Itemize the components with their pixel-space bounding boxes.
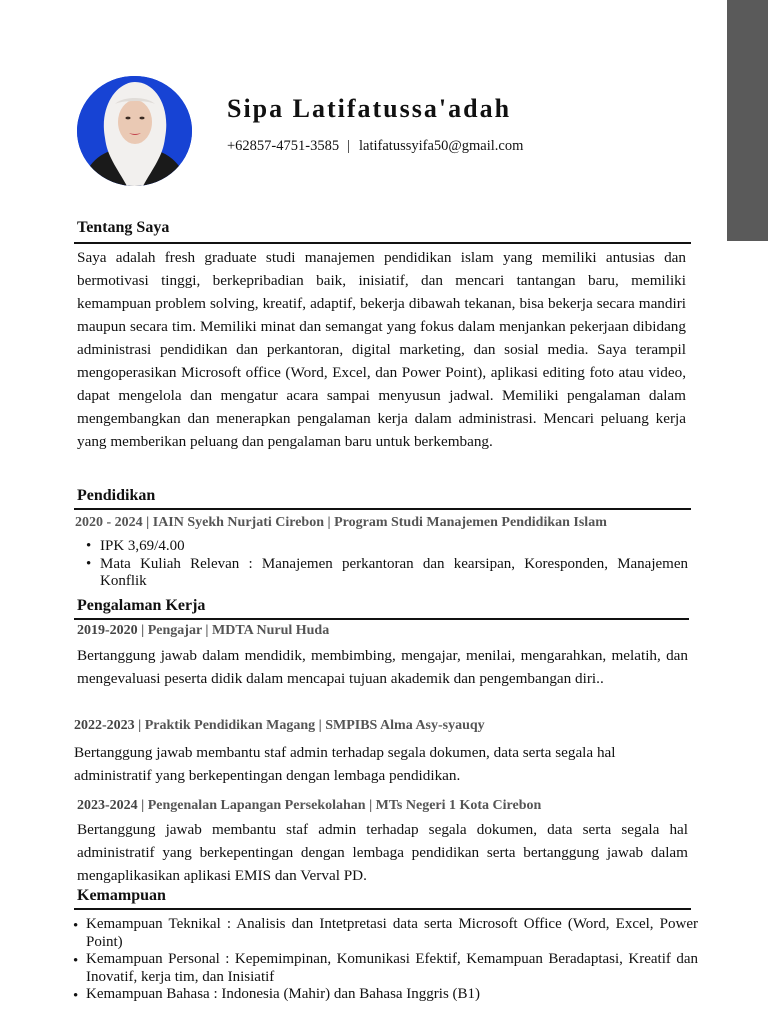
list-item: • Mata Kuliah Relevan : Manajemen perkantoran dan kearsipan, Koresponden, Manajemen Konflik: [100, 556, 688, 591]
section-title-experience: Pengalaman Kerja: [77, 597, 206, 614]
section-divider: [74, 618, 689, 620]
section-divider: [74, 508, 691, 510]
job-description: Bertanggung jawab membantu staf admin terhadap segala dokumen, data serta segala hal administratif yang berkepentingan dengan lembaga pendidikan.: [74, 744, 616, 784]
scrollbar-thumb[interactable]: [727, 0, 768, 241]
job-detail: | Pengajar | MDTA Nurul Huda: [137, 623, 330, 638]
contact-info: [227, 138, 523, 155]
phone-number: +62857-4751-3585: [227, 138, 340, 154]
section-title-education: Pendidikan: [77, 487, 156, 504]
job-detail: | Praktik Pendidikan Magang | SMPIBS Alma Asy-syauqy: [134, 718, 485, 733]
job-description: Bertanggung jawab dalam mendidik, membimbing, mengajar, menilai, mengarahkan, melatih, dan mengevaluasi peserta didik dalam mencapai tujuan akademik dan pengembangan diri..: [77, 647, 688, 687]
section-divider: [74, 242, 691, 244]
job-period: 2023-2024: [77, 798, 138, 813]
job-heading: [77, 623, 329, 639]
job-heading: [74, 718, 485, 734]
education-heading: 2020 - 2024 | IAIN Syekh Nurjati Cirebon | Program Studi Manajemen Pendidikan Islam: [75, 515, 607, 530]
job-period: 2019-2020: [77, 623, 138, 638]
job-period: 2022-2023: [74, 718, 135, 733]
job-heading: [77, 798, 541, 814]
email-address: latifatussyifa50@gmail.com: [359, 138, 524, 154]
list-item: • Kemampuan Personal : Kepemimpinan, Komunikasi Efektif, Kemampuan Beradaptasi, Kreatif dan Inovatif, kerja tim, dan Inisiatif: [86, 951, 698, 986]
section-title-about: Tentang Saya: [77, 219, 170, 236]
education-list: [100, 538, 688, 591]
skills-list: [86, 916, 698, 1004]
contact-separator: |: [347, 138, 350, 154]
list-item: • IPK 3,69/4.00: [100, 538, 688, 556]
section-divider: [74, 908, 691, 910]
about-paragraph: Saya adalah fresh graduate studi manajemen pendidikan islam yang memiliki antusias dan bermotivasi tinggi, berkepribadian baik, inisiatif, dan mencari tantangan baru, memiliki kemampuan problem solving, kreatif, adaptif, bekerja dibawah tekanan, bisa bekerja secara mandiri maupun secara tim. Memiliki minat dan semangat yang fokus dalam menjankan pekerjaan dibidang administrasi pendidikan dan perkantoran, digital marketing, dan sosial media. Saya terampil mengoperasikan Microsoft office (Word, Excel, dan Power Point), aplikasi editing foto atau video, dapat mengelola dan mengatur acara sampai menyusun jadwal. Memiliki pengalaman dalam mengembangkan dan menerapkan pengalaman kerja dalam administrasi. Mencari peluang kerja yang memberikan peluang dan pengalaman baru untuk berkembang.: [77, 249, 686, 450]
candidate-name: Sipa Latifatussa'adah: [227, 94, 512, 123]
list-item: • Kemampuan Bahasa : Indonesia (Mahir) dan Bahasa Inggris (B1): [86, 986, 698, 1004]
job-description: Bertanggung jawab membantu staf admin terhadap segala dokumen, data serta segala hal administratif yang berkepentingan dengan lembaga pendidikan serta bertanggung jawab dalam mengaplikasikan aplikasi EMIS dan Verval PD.: [77, 821, 688, 884]
profile-photo: [77, 76, 192, 186]
list-item: • Kemampuan Teknikal : Analisis dan Intetpretasi data serta Microsoft Office (Word, Excel, Power Point): [86, 916, 698, 951]
section-title-skills: Kemampuan: [77, 887, 166, 904]
job-detail: | Pengenalan Lapangan Persekolahan | MTs Negeri 1 Kota Cirebon: [137, 798, 542, 813]
